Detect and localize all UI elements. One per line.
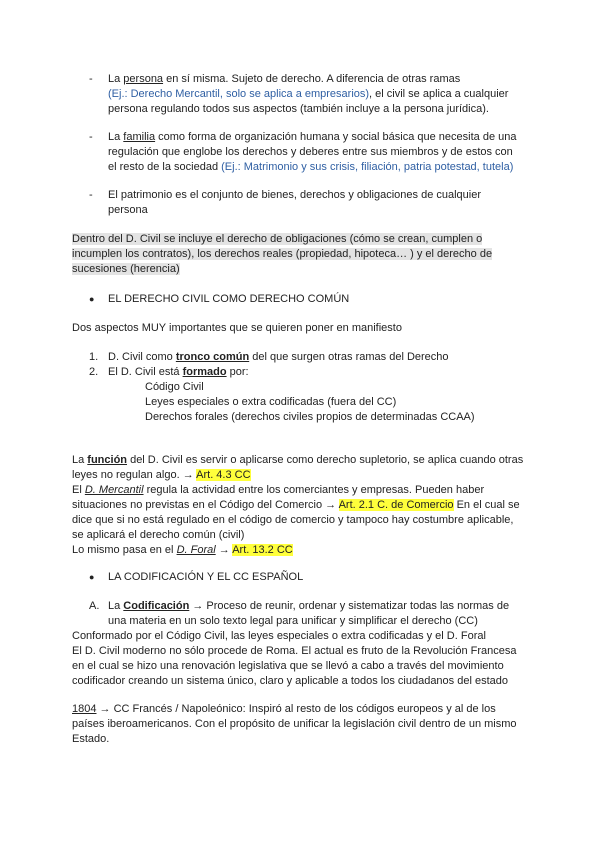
bullet-familia	[108, 130, 528, 175]
text-run: → CC Francés / Napoleónico: Inspiró al resto de los códigos europeos y al de los	[96, 703, 496, 715]
bullet-patrimonio	[108, 188, 528, 218]
text-line: El patrimonio es el conjunto de bienes, derechos y obligaciones de cualquier	[108, 189, 482, 201]
text-run: , el civil se aplica a cualquier	[369, 88, 509, 100]
term-mercantil: D. Mercantil	[84, 484, 144, 496]
codificacion-item	[108, 599, 528, 629]
text-run: en sí misma. Sujeto de derecho. A diferencia de otras ramas	[163, 73, 461, 85]
text-line: incumplen los contratos), los derechos reales (propiedad, hipoteca… ) y el derecho de	[72, 248, 493, 260]
text-run: El	[72, 484, 85, 496]
text-run: La	[108, 131, 124, 143]
funcion-paragraph	[72, 453, 528, 558]
list-letter: A.	[89, 600, 100, 612]
text-run: El D. Civil está	[108, 366, 183, 378]
text-run: del que surgen otras ramas del Derecho	[249, 351, 449, 363]
term-funcion: función	[87, 454, 128, 466]
year-1804: 1804	[72, 703, 97, 715]
bullet-dot: ●	[89, 572, 95, 582]
text-line: Dentro del D. Civil se incluye el derecho de obligaciones (cómo se crean, cumplen o	[72, 233, 483, 245]
text-run: por:	[226, 366, 249, 378]
bullet-persona	[108, 72, 528, 117]
dash-marker: -	[89, 131, 93, 143]
list-number: 2.	[89, 366, 99, 378]
text-line: una materia en un solo texto legal para unificar y simplificar el derecho (CC)	[108, 615, 478, 627]
term-foral: D. Foral	[176, 544, 216, 556]
text-line: persona regulando todos sus aspectos (también incluye a la persona jurídica).	[108, 103, 489, 115]
term-familia: familia	[123, 131, 156, 143]
text-run: como forma de organización humana y social básica que necesita de una	[155, 131, 517, 143]
article-highlight: Art. 2.1 C. de Comercio	[338, 499, 454, 511]
grey-highlight-paragraph	[72, 232, 528, 277]
text-run: →	[215, 544, 233, 556]
text-run: el resto de la sociedad	[108, 161, 222, 173]
text-run: Lo mismo pasa en el	[72, 544, 177, 556]
cc-frances-paragraph	[72, 702, 528, 747]
example-note: (Ej.: Matrimonio y sus crisis, filiación, patria potestad, tutela)	[221, 161, 514, 173]
term-formado: formado	[182, 366, 227, 378]
section-heading: LA CODIFICACIÓN Y EL CC ESPAÑOL	[108, 571, 304, 583]
text-run: regula la actividad entre los comerciantes y empresas. Pueden haber	[143, 484, 485, 496]
text-run: La	[72, 454, 88, 466]
term-persona: persona	[123, 73, 164, 85]
text-run: situaciones no previstas en el Código del Comercio →	[72, 499, 339, 511]
text-line: dice que si no está regulado en el código de comercio y tampoco hay costumbre aplicable,	[72, 514, 514, 526]
list-item	[108, 350, 528, 365]
codificacion-paragraph	[72, 629, 528, 689]
text-line: países iberoamericanos. Con el propósito de unificar la legislación civil dentro de un mismo	[72, 718, 517, 730]
term-codificacion: Codificación	[123, 600, 190, 612]
article-highlight: Art. 13.2 CC	[232, 544, 293, 556]
list-item	[108, 365, 528, 380]
text-line: Estado.	[72, 733, 110, 745]
text-line: sucesiones (herencia)	[72, 263, 180, 275]
sub-item: Derechos forales (derechos civiles propios de determinadas CCAA)	[145, 411, 475, 423]
example-note: (Ej.: Derecho Mercantil, solo se aplica a empresarios)	[108, 88, 370, 100]
text-run: del D. Civil es servir o aplicarse como derecho supletorio, se aplica cuando otras	[127, 454, 524, 466]
term-tronco-comun: tronco común	[175, 351, 250, 363]
intro-line: Dos aspectos MUY importantes que se quieren poner en manifiesto	[72, 322, 402, 334]
text-line: en el cual se hizo una renovación legislativa que se llevó a cabo a través del movimiento	[72, 660, 504, 672]
text-run: En el cual se	[453, 499, 520, 511]
dash-marker: -	[89, 189, 93, 201]
section-heading: EL DERECHO CIVIL COMO DERECHO COMÚN	[108, 293, 350, 305]
text-line: Conformado por el Código Civil, las leyes especiales o extra codificadas y el D. Foral	[72, 630, 486, 642]
text-run: → Proceso de reunir, ordenar y sistematizar todas las normas de	[189, 600, 510, 612]
text-run: leyes no regulan algo. →	[72, 469, 197, 481]
sub-item: Leyes especiales o extra codificadas (fuera del CC)	[145, 396, 397, 408]
text-run: D. Civil como	[108, 351, 176, 363]
sub-item: Código Civil	[145, 381, 204, 393]
dash-marker: -	[89, 73, 93, 85]
text-line: se aplicará el derecho común (civil)	[72, 529, 245, 541]
text-run: La	[108, 73, 124, 85]
text-line: persona	[108, 204, 148, 216]
bullet-dot: ●	[89, 294, 95, 304]
list-number: 1.	[89, 351, 99, 363]
text-line: El D. Civil moderno no sólo procede de Roma. El actual es fruto de la Revolución Francesa	[72, 645, 517, 657]
article-highlight: Art. 4.3 CC	[196, 469, 251, 481]
text-line: regulación que englobe los derechos y deberes entre sus miembros y de estos con	[108, 146, 513, 158]
text-run: La	[108, 600, 124, 612]
text-line: codificador creando un sistema único, claro y aplicable a todos los ciudadanos del estado	[72, 675, 508, 687]
